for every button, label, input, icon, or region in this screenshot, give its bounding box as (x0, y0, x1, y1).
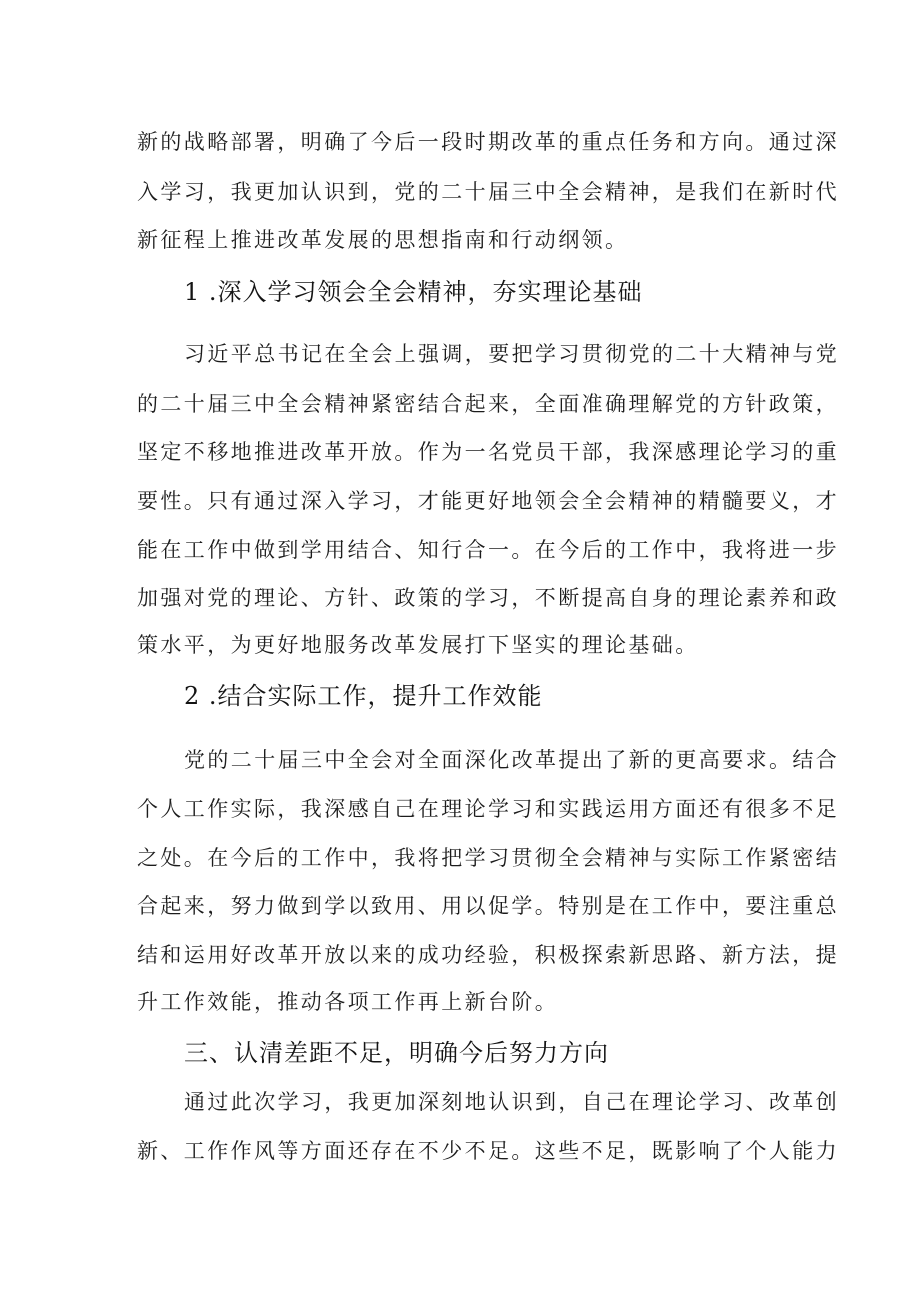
paragraph-line: 坚定不移地推进改革开放。作为一名党员干部，我深感理论学习的重 (137, 440, 839, 464)
paragraph-line: 之处。在今后的工作中，我将把学习贯彻全会精神与实际工作紧密结 (137, 846, 839, 870)
paragraph-line: 习近平总书记在全会上强调，要把学习贯彻党的二十大精神与党 (184, 342, 840, 366)
paragraph-line: 通过此次学习，我更加深刻地认识到，自己在理论学习、改革创 (184, 1090, 840, 1114)
section-heading-1: 1 .深入学习领会全会精神，夯实理论基础 (184, 278, 643, 306)
paragraph-line: 合起来，努力做到学以致用、用以促学。特别是在工作中，要注重总 (137, 894, 839, 918)
paragraph-line: 要性。只有通过深入学习，才能更好地领会全会精神的精髓要义，才 (137, 489, 839, 513)
paragraph-line: 个人工作实际，我深感自己在理论学习和实践运用方面还有很多不足 (137, 797, 839, 821)
paragraph-line: 能在工作中做到学用结合、知行合一。在今后的工作中，我将进一步 (137, 538, 839, 562)
paragraph-line: 新征程上推进改革发展的思想指南和行动纲领。 (137, 228, 629, 252)
paragraph-line: 升工作效能，推动各项工作再上新台阶。 (137, 990, 559, 1014)
paragraph-line: 新、工作作风等方面还存在不少不足。这些不足，既影响了个人能力 (137, 1139, 839, 1163)
section-heading-2: 2 .结合实际工作，提升工作效能 (184, 682, 543, 710)
paragraph-line: 的二十届三中全会精神紧密结合起来，全面准确理解党的方针政策， (137, 392, 839, 416)
paragraph-line: 结和运用好改革开放以来的成功经验，积极探索新思路、新方法，提 (137, 943, 839, 967)
paragraph-line: 入学习，我更加认识到，党的二十届三中全会精神，是我们在新时代 (137, 180, 839, 204)
paragraph-line: 新的战略部署，明确了今后一段时期改革的重点任务和方向。通过深 (137, 130, 839, 154)
section-heading-3: 三、认清差距不足，明确今后努力方向 (184, 1039, 609, 1067)
paragraph-line: 党的二十届三中全会对全面深化改革提出了新的更高要求。结合 (184, 748, 840, 772)
paragraph-line: 加强对党的理论、方针、政策的学习，不断提高自身的理论素养和政 (137, 586, 839, 610)
paragraph-line: 策水平，为更好地服务改革发展打下坚实的理论基础。 (137, 633, 699, 657)
